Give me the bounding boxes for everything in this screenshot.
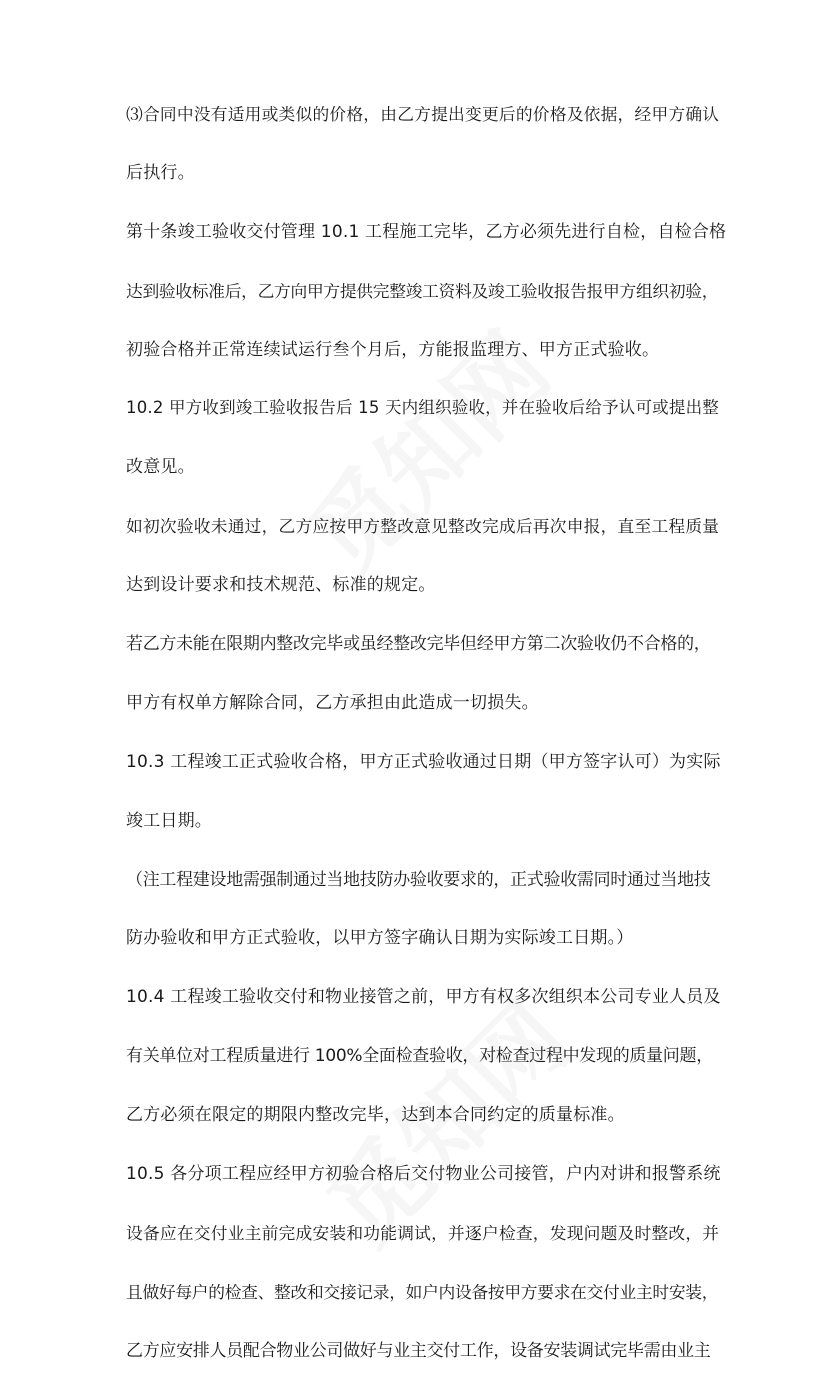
- text-line: 10.2 甲方收到竣工验收报告后 15 天内组织验收，并在验收后给予认可或提出整: [126, 398, 719, 418]
- text-line: 竣工日期。: [126, 810, 212, 831]
- text-line: 若乙方未能在限期内整改完毕或虽经整改完毕但经甲方第二次验收仍不合格的，: [126, 634, 711, 655]
- text-line: 设备应在交付业主前完成安装和功能调试，并逐户检查，发现问题及时整改，并: [126, 1222, 720, 1243]
- text-line: 后执行。: [126, 162, 195, 183]
- text-line: 有关单位对工程质量进行 100%全面检查验收，对检查过程中发现的质量问题，: [126, 1046, 713, 1067]
- text-line: 初验合格并正常连续试运行叁个月后，方能报监理方、甲方正式验收。: [126, 339, 660, 360]
- text-line: 达到设计要求和技术规范、标准的规定。: [126, 575, 436, 596]
- text-line: 如初次验收未通过，乙方应按甲方整改意见整改完成后再次申报，直至工程质量: [126, 516, 720, 537]
- text-line: 第十条竣工验收交付管理 10.1 工程施工完毕，乙方必须先进行自检，自检合格: [126, 221, 727, 242]
- text-line: 防办验收和甲方正式验收，以甲方签字确认日期为实际竣工日期。）: [126, 928, 634, 949]
- text-line: 10.3 工程竣工正式验收合格，甲方正式验收通过日期（甲方签字认可）为实际: [126, 751, 721, 772]
- text-line: ⑶合同中没有适用或类似的价格，由乙方提出变更后的价格及依据，经甲方确认: [126, 104, 720, 124]
- text-line: 10.4 工程竣工验收交付和物业接管之前，甲方有权多次组织本公司专业人员及: [126, 987, 721, 1008]
- text-line: 改意见。: [126, 457, 195, 478]
- text-line: 乙方必须在限定的期限内整改完毕，达到本合同约定的质量标准。: [126, 1105, 625, 1126]
- text-line: 达到验收标准后，乙方向甲方提供完整竣工资料及竣工验收报告报甲方组织初验，: [126, 280, 719, 301]
- text-line: 乙方应安排人员配合物业公司做好与业主交付工作，设备安装调试完毕需由业主: [126, 1340, 711, 1361]
- text-line: 10.5 各分项工程应经甲方初验合格后交付物业公司接管，户内对讲和报警系统: [126, 1164, 721, 1185]
- text-line: 且做好每户的检查、整改和交接记录，如户内设备按甲方要求在交付业主时安装，: [126, 1281, 719, 1302]
- text-line: 甲方有权单方解除合同，乙方承担由此造成一切损失。: [126, 692, 539, 713]
- document-body: [126, 104, 727, 1400]
- text-line: （注工程建设地需强制通过当地技防办验收要求的，正式验收需同时通过当地技: [126, 869, 711, 890]
